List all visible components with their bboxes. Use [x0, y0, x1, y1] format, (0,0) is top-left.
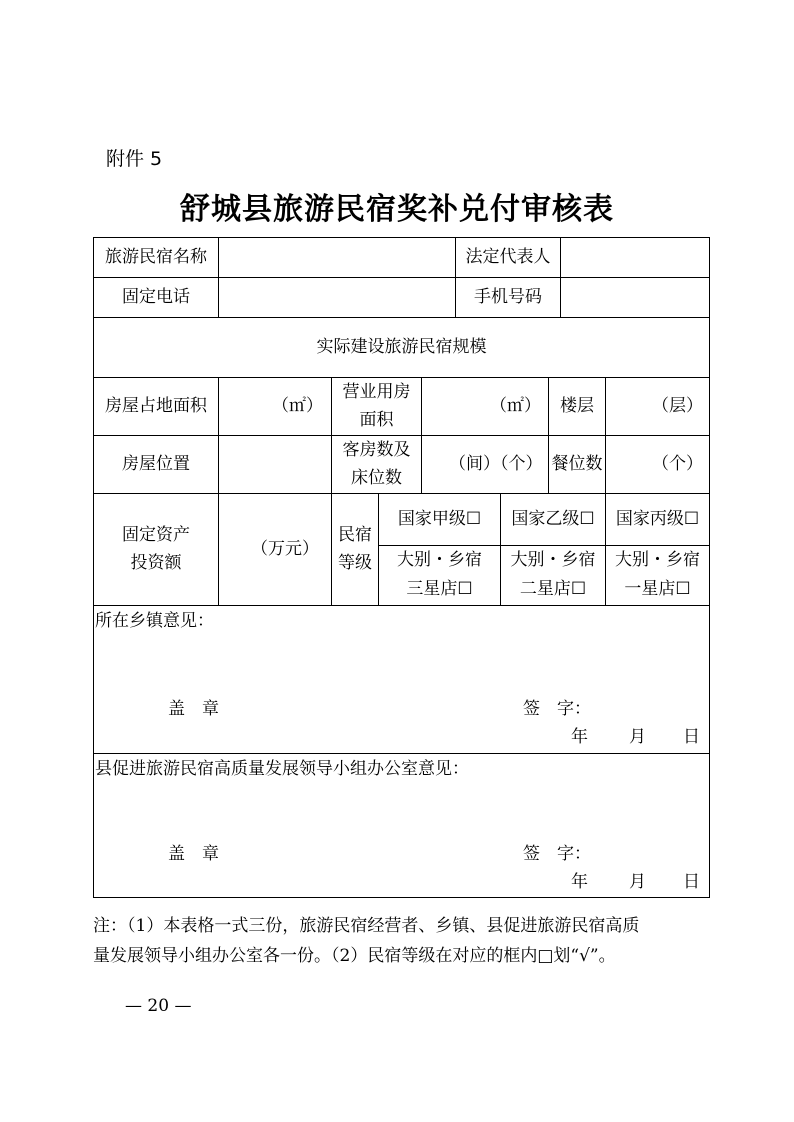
table-line: [93, 237, 710, 238]
storey-label: 楼层: [560, 396, 594, 416]
investment-label: 固定资产: [122, 525, 190, 545]
rooms-label: 客房数及: [342, 440, 411, 460]
dining-label: 餐位数: [551, 454, 603, 474]
attachment-label: 附件 5: [106, 148, 163, 170]
grade-national-b-checkbox[interactable]: 国家乙级☐: [511, 509, 595, 529]
grade-dabie-prefix: 大别・乡宿: [615, 550, 700, 570]
footnote-line: 注：（1）本表格一式三份，旅游民宿经营者、乡镇、县促进旅游民宿高质: [93, 916, 640, 936]
table-line: [93, 897, 710, 898]
sign-label: 签 字：: [523, 844, 591, 864]
table-line: [218, 377, 219, 493]
legal-rep-label: 法定代表人: [465, 247, 551, 267]
table-line: [93, 493, 710, 494]
table-line: [93, 277, 710, 278]
grade-label: 民宿: [338, 525, 372, 545]
sign-label: 签 字：: [523, 699, 591, 719]
table-line: [93, 753, 710, 754]
county-opinion-label: 县促进旅游民宿高质量发展领导小组办公室意见：: [95, 759, 469, 779]
floor-area-label: 房屋占地面积: [105, 396, 207, 416]
seal-label: 盖 章: [168, 699, 219, 719]
table-line: [560, 237, 561, 317]
grade-dabie-prefix: 大别・乡宿: [397, 550, 482, 570]
grade-dabie-3-checkbox[interactable]: 三星店☐: [406, 579, 473, 599]
page-number: — 20 —: [125, 996, 192, 1016]
grade-dabie-prefix: 大别・乡宿: [510, 550, 596, 570]
grade-national-c-checkbox[interactable]: 国家丙级☐: [615, 509, 700, 529]
storey-unit: （层）: [652, 396, 703, 416]
date-year: 年: [571, 727, 588, 747]
floor-area-unit: （㎡）: [272, 396, 323, 416]
date-month: 月: [629, 872, 646, 892]
grade-national-a-checkbox[interactable]: 国家甲级☐: [397, 509, 482, 529]
investment-label: 投资额: [130, 553, 182, 573]
phone-label: 固定电话: [122, 287, 190, 307]
investment-unit: （万元）: [251, 539, 319, 559]
table-line: [709, 237, 710, 898]
seal-label: 盖 章: [168, 844, 219, 864]
location-label: 房屋位置: [122, 454, 190, 474]
date-year: 年: [571, 872, 588, 892]
mobile-label: 手机号码: [474, 287, 542, 307]
date-month: 月: [629, 727, 646, 747]
grade-label: 等级: [338, 553, 372, 573]
table-line: [421, 377, 422, 493]
scale-header: 实际建设旅游民宿规模: [316, 337, 487, 357]
rooms-label: 床位数: [351, 468, 402, 488]
business-area-label: 营业用房: [342, 382, 411, 402]
grade-dabie-1-checkbox[interactable]: 一星店☐: [624, 579, 691, 599]
page-title: 舒城县旅游民宿奖补兑付审核表: [180, 192, 614, 227]
rooms-unit: （间）（个）: [449, 454, 543, 474]
footnote-line: 量发展领导小组办公室各一份。（2）民宿等级在对应的框内□划“√”。: [93, 946, 616, 966]
name-label: 旅游民宿名称: [105, 247, 207, 267]
business-area-label: 面积: [359, 410, 394, 430]
business-area-unit: （㎡）: [490, 396, 541, 416]
date-day: 日: [683, 727, 700, 747]
table-line: [93, 605, 710, 606]
table-line: [218, 237, 219, 317]
table-line: [218, 493, 219, 605]
grade-dabie-2-checkbox[interactable]: 二星店☐: [519, 579, 587, 599]
date-day: 日: [683, 872, 700, 892]
dining-unit: （个）: [652, 454, 703, 474]
footnote: [93, 911, 713, 971]
town-opinion-label: 所在乡镇意见：: [95, 611, 214, 631]
table-line: [605, 377, 606, 493]
table-line: [93, 317, 710, 318]
